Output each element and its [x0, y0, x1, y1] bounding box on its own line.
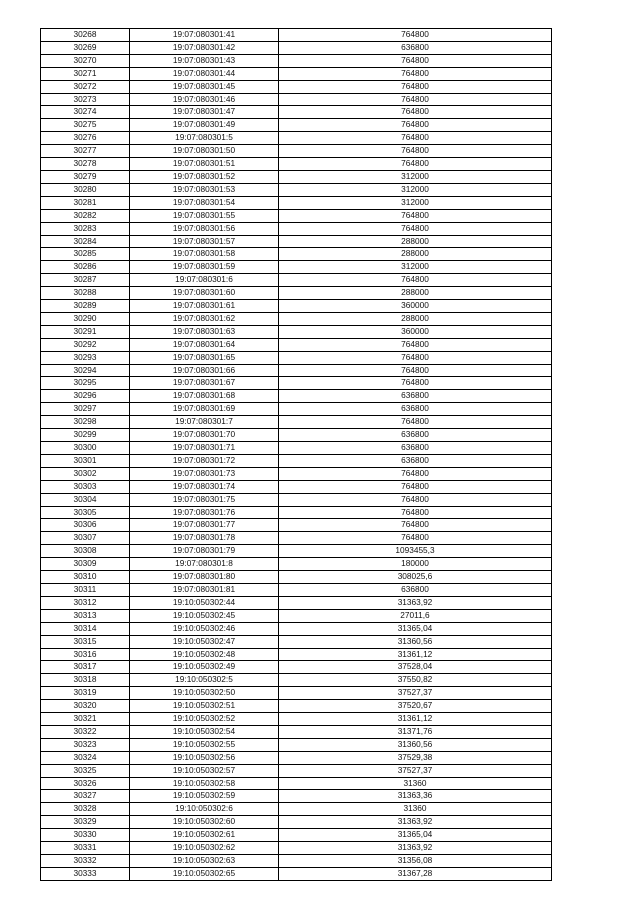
- value-cell: 764800: [279, 209, 552, 222]
- row-number-cell: 30305: [41, 506, 130, 519]
- cadastral-number-cell: 19:07:080301:70: [130, 429, 279, 442]
- cadastral-number-cell: 19:07:080301:63: [130, 325, 279, 338]
- cadastral-number-cell: 19:07:080301:53: [130, 183, 279, 196]
- cadastral-number-cell: 19:10:050302:62: [130, 842, 279, 855]
- table-row: [41, 622, 552, 635]
- table-row: [41, 170, 552, 183]
- table-row: [41, 558, 552, 571]
- value-cell: 288000: [279, 235, 552, 248]
- row-number-cell: 30310: [41, 571, 130, 584]
- table-row: [41, 132, 552, 145]
- row-number-cell: 30332: [41, 855, 130, 868]
- table-row: [41, 454, 552, 467]
- row-number-cell: 30321: [41, 713, 130, 726]
- value-cell: 37520,67: [279, 700, 552, 713]
- row-number-cell: 30306: [41, 519, 130, 532]
- table-row: [41, 377, 552, 390]
- cadastral-number-cell: 19:07:080301:47: [130, 106, 279, 119]
- cadastral-number-cell: 19:07:080301:7: [130, 416, 279, 429]
- row-number-cell: 30295: [41, 377, 130, 390]
- cadastral-number-cell: 19:07:080301:62: [130, 312, 279, 325]
- value-cell: 288000: [279, 312, 552, 325]
- value-cell: 764800: [279, 106, 552, 119]
- row-number-cell: 30293: [41, 351, 130, 364]
- value-cell: 37550,82: [279, 674, 552, 687]
- value-cell: 764800: [279, 493, 552, 506]
- cadastral-number-cell: 19:07:080301:73: [130, 467, 279, 480]
- table-row: [41, 403, 552, 416]
- table-row: [41, 325, 552, 338]
- table-row: [41, 158, 552, 171]
- table-row: [41, 867, 552, 880]
- value-cell: 764800: [279, 480, 552, 493]
- table-row: [41, 300, 552, 313]
- cadastral-number-cell: 19:07:080301:72: [130, 454, 279, 467]
- value-cell: 764800: [279, 351, 552, 364]
- table-row: [41, 54, 552, 67]
- cadastral-number-cell: 19:07:080301:58: [130, 248, 279, 261]
- row-number-cell: 30313: [41, 609, 130, 622]
- table-row: [41, 596, 552, 609]
- value-cell: 764800: [279, 145, 552, 158]
- row-number-cell: 30275: [41, 119, 130, 132]
- value-cell: 764800: [279, 377, 552, 390]
- data-table: [40, 28, 552, 881]
- cadastral-number-cell: 19:10:050302:55: [130, 738, 279, 751]
- cadastral-number-cell: 19:10:050302:63: [130, 855, 279, 868]
- row-number-cell: 30323: [41, 738, 130, 751]
- value-cell: 312000: [279, 170, 552, 183]
- row-number-cell: 30303: [41, 480, 130, 493]
- cadastral-number-cell: 19:07:080301:55: [130, 209, 279, 222]
- row-number-cell: 30274: [41, 106, 130, 119]
- table-row: [41, 222, 552, 235]
- row-number-cell: 30319: [41, 687, 130, 700]
- cadastral-number-cell: 19:07:080301:52: [130, 170, 279, 183]
- row-number-cell: 30270: [41, 54, 130, 67]
- table-row: [41, 816, 552, 829]
- value-cell: 360000: [279, 325, 552, 338]
- table-row: [41, 493, 552, 506]
- row-number-cell: 30269: [41, 41, 130, 54]
- table-row: [41, 842, 552, 855]
- value-cell: 27011,6: [279, 609, 552, 622]
- row-number-cell: 30268: [41, 29, 130, 42]
- cadastral-number-cell: 19:10:050302:5: [130, 674, 279, 687]
- cadastral-number-cell: 19:07:080301:8: [130, 558, 279, 571]
- table-row: [41, 312, 552, 325]
- table-row: [41, 390, 552, 403]
- row-number-cell: 30278: [41, 158, 130, 171]
- value-cell: 31363,92: [279, 816, 552, 829]
- value-cell: 636800: [279, 41, 552, 54]
- cadastral-number-cell: 19:07:080301:64: [130, 338, 279, 351]
- row-number-cell: 30329: [41, 816, 130, 829]
- value-cell: 31371,76: [279, 725, 552, 738]
- row-number-cell: 30325: [41, 764, 130, 777]
- value-cell: 31360,56: [279, 738, 552, 751]
- table-row: [41, 571, 552, 584]
- cadastral-number-cell: 19:07:080301:79: [130, 545, 279, 558]
- cadastral-number-cell: 19:07:080301:80: [130, 571, 279, 584]
- table-row: [41, 93, 552, 106]
- table-row: [41, 364, 552, 377]
- table-row: [41, 506, 552, 519]
- row-number-cell: 30304: [41, 493, 130, 506]
- table-row: [41, 635, 552, 648]
- table-row: [41, 196, 552, 209]
- value-cell: 764800: [279, 274, 552, 287]
- cadastral-number-cell: 19:10:050302:52: [130, 713, 279, 726]
- value-cell: 764800: [279, 67, 552, 80]
- row-number-cell: 30298: [41, 416, 130, 429]
- row-number-cell: 30287: [41, 274, 130, 287]
- value-cell: 764800: [279, 222, 552, 235]
- row-number-cell: 30309: [41, 558, 130, 571]
- table-row: [41, 725, 552, 738]
- value-cell: 31356,08: [279, 855, 552, 868]
- table-row: [41, 713, 552, 726]
- table-row: [41, 261, 552, 274]
- value-cell: 312000: [279, 261, 552, 274]
- cadastral-number-cell: 19:07:080301:67: [130, 377, 279, 390]
- cadastral-number-cell: 19:07:080301:57: [130, 235, 279, 248]
- table-body: [41, 29, 552, 881]
- table-row: [41, 274, 552, 287]
- value-cell: 764800: [279, 93, 552, 106]
- value-cell: 764800: [279, 416, 552, 429]
- cadastral-number-cell: 19:07:080301:44: [130, 67, 279, 80]
- row-number-cell: 30290: [41, 312, 130, 325]
- value-cell: 288000: [279, 248, 552, 261]
- cadastral-number-cell: 19:07:080301:69: [130, 403, 279, 416]
- value-cell: 31363,36: [279, 790, 552, 803]
- row-number-cell: 30283: [41, 222, 130, 235]
- table-row: [41, 235, 552, 248]
- cadastral-number-cell: 19:10:050302:46: [130, 622, 279, 635]
- row-number-cell: 30326: [41, 777, 130, 790]
- row-number-cell: 30302: [41, 467, 130, 480]
- row-number-cell: 30324: [41, 751, 130, 764]
- cadastral-number-cell: 19:07:080301:54: [130, 196, 279, 209]
- row-number-cell: 30288: [41, 287, 130, 300]
- row-number-cell: 30285: [41, 248, 130, 261]
- cadastral-number-cell: 19:07:080301:42: [130, 41, 279, 54]
- value-cell: 31363,92: [279, 842, 552, 855]
- value-cell: 636800: [279, 403, 552, 416]
- value-cell: 180000: [279, 558, 552, 571]
- table-row: [41, 287, 552, 300]
- row-number-cell: 30284: [41, 235, 130, 248]
- cadastral-number-cell: 19:10:050302:51: [130, 700, 279, 713]
- row-number-cell: 30272: [41, 80, 130, 93]
- table-row: [41, 209, 552, 222]
- cadastral-number-cell: 19:07:080301:46: [130, 93, 279, 106]
- value-cell: 636800: [279, 390, 552, 403]
- value-cell: 764800: [279, 54, 552, 67]
- cadastral-number-cell: 19:07:080301:41: [130, 29, 279, 42]
- table-row: [41, 751, 552, 764]
- row-number-cell: 30273: [41, 93, 130, 106]
- table-row: [41, 855, 552, 868]
- table-row: [41, 429, 552, 442]
- value-cell: 764800: [279, 119, 552, 132]
- table-row: [41, 41, 552, 54]
- value-cell: 37527,37: [279, 764, 552, 777]
- table-row: [41, 532, 552, 545]
- cadastral-number-cell: 19:07:080301:71: [130, 442, 279, 455]
- row-number-cell: 30277: [41, 145, 130, 158]
- cadastral-number-cell: 19:10:050302:59: [130, 790, 279, 803]
- value-cell: 636800: [279, 583, 552, 596]
- table-row: [41, 106, 552, 119]
- cadastral-number-cell: 19:07:080301:68: [130, 390, 279, 403]
- cadastral-number-cell: 19:07:080301:78: [130, 532, 279, 545]
- value-cell: 1093455,3: [279, 545, 552, 558]
- cadastral-number-cell: 19:07:080301:49: [130, 119, 279, 132]
- cadastral-number-cell: 19:07:080301:43: [130, 54, 279, 67]
- row-number-cell: 30301: [41, 454, 130, 467]
- cadastral-number-cell: 19:07:080301:56: [130, 222, 279, 235]
- cadastral-number-cell: 19:07:080301:81: [130, 583, 279, 596]
- row-number-cell: 30294: [41, 364, 130, 377]
- cadastral-number-cell: 19:10:050302:61: [130, 829, 279, 842]
- row-number-cell: 30314: [41, 622, 130, 635]
- cadastral-number-cell: 19:10:050302:47: [130, 635, 279, 648]
- table-row: [41, 661, 552, 674]
- table-row: [41, 829, 552, 842]
- row-number-cell: 30271: [41, 67, 130, 80]
- value-cell: 31360,56: [279, 635, 552, 648]
- table-row: [41, 519, 552, 532]
- row-number-cell: 30286: [41, 261, 130, 274]
- cadastral-number-cell: 19:10:050302:44: [130, 596, 279, 609]
- row-number-cell: 30282: [41, 209, 130, 222]
- table-row: [41, 545, 552, 558]
- row-number-cell: 30322: [41, 725, 130, 738]
- cadastral-number-cell: 19:07:080301:59: [130, 261, 279, 274]
- row-number-cell: 30317: [41, 661, 130, 674]
- value-cell: 764800: [279, 519, 552, 532]
- row-number-cell: 30318: [41, 674, 130, 687]
- value-cell: 31365,04: [279, 622, 552, 635]
- row-number-cell: 30311: [41, 583, 130, 596]
- table-row: [41, 67, 552, 80]
- cadastral-number-cell: 19:07:080301:66: [130, 364, 279, 377]
- row-number-cell: 30280: [41, 183, 130, 196]
- value-cell: 764800: [279, 364, 552, 377]
- cadastral-number-cell: 19:10:050302:6: [130, 803, 279, 816]
- row-number-cell: 30297: [41, 403, 130, 416]
- value-cell: 31367,28: [279, 867, 552, 880]
- cadastral-number-cell: 19:07:080301:45: [130, 80, 279, 93]
- cadastral-number-cell: 19:07:080301:5: [130, 132, 279, 145]
- cadastral-number-cell: 19:07:080301:75: [130, 493, 279, 506]
- table-row: [41, 609, 552, 622]
- value-cell: 360000: [279, 300, 552, 313]
- cadastral-number-cell: 19:10:050302:60: [130, 816, 279, 829]
- row-number-cell: 30299: [41, 429, 130, 442]
- value-cell: 764800: [279, 506, 552, 519]
- cadastral-number-cell: 19:07:080301:76: [130, 506, 279, 519]
- cadastral-number-cell: 19:07:080301:6: [130, 274, 279, 287]
- value-cell: 31361,12: [279, 648, 552, 661]
- row-number-cell: 30289: [41, 300, 130, 313]
- table-row: [41, 738, 552, 751]
- value-cell: 37527,37: [279, 687, 552, 700]
- value-cell: 764800: [279, 338, 552, 351]
- row-number-cell: 30328: [41, 803, 130, 816]
- cadastral-number-cell: 19:07:080301:74: [130, 480, 279, 493]
- row-number-cell: 30300: [41, 442, 130, 455]
- table-row: [41, 416, 552, 429]
- cadastral-number-cell: 19:10:050302:56: [130, 751, 279, 764]
- value-cell: 288000: [279, 287, 552, 300]
- cadastral-number-cell: 19:07:080301:51: [130, 158, 279, 171]
- row-number-cell: 30308: [41, 545, 130, 558]
- value-cell: 764800: [279, 532, 552, 545]
- cadastral-number-cell: 19:07:080301:65: [130, 351, 279, 364]
- row-number-cell: 30320: [41, 700, 130, 713]
- row-number-cell: 30291: [41, 325, 130, 338]
- value-cell: 31361,12: [279, 713, 552, 726]
- table-row: [41, 764, 552, 777]
- row-number-cell: 30327: [41, 790, 130, 803]
- row-number-cell: 30279: [41, 170, 130, 183]
- row-number-cell: 30315: [41, 635, 130, 648]
- value-cell: 636800: [279, 429, 552, 442]
- cadastral-number-cell: 19:07:080301:50: [130, 145, 279, 158]
- value-cell: 764800: [279, 467, 552, 480]
- value-cell: 31360: [279, 803, 552, 816]
- value-cell: 31363,92: [279, 596, 552, 609]
- value-cell: 764800: [279, 132, 552, 145]
- table-row: [41, 467, 552, 480]
- cadastral-number-cell: 19:07:080301:61: [130, 300, 279, 313]
- cadastral-number-cell: 19:10:050302:57: [130, 764, 279, 777]
- value-cell: 764800: [279, 80, 552, 93]
- cadastral-number-cell: 19:10:050302:48: [130, 648, 279, 661]
- table-row: [41, 351, 552, 364]
- table-row: [41, 442, 552, 455]
- table-row: [41, 648, 552, 661]
- value-cell: 312000: [279, 183, 552, 196]
- table-row: [41, 803, 552, 816]
- table-row: [41, 700, 552, 713]
- cadastral-number-cell: 19:07:080301:60: [130, 287, 279, 300]
- table-row: [41, 790, 552, 803]
- table-row: [41, 29, 552, 42]
- cadastral-number-cell: 19:10:050302:50: [130, 687, 279, 700]
- table-row: [41, 687, 552, 700]
- row-number-cell: 30312: [41, 596, 130, 609]
- value-cell: 31360: [279, 777, 552, 790]
- row-number-cell: 30276: [41, 132, 130, 145]
- value-cell: 764800: [279, 158, 552, 171]
- row-number-cell: 30281: [41, 196, 130, 209]
- cadastral-number-cell: 19:07:080301:77: [130, 519, 279, 532]
- table-row: [41, 119, 552, 132]
- table-row: [41, 248, 552, 261]
- row-number-cell: 30331: [41, 842, 130, 855]
- table-row: [41, 674, 552, 687]
- row-number-cell: 30307: [41, 532, 130, 545]
- table-row: [41, 145, 552, 158]
- value-cell: 764800: [279, 29, 552, 42]
- value-cell: 31365,04: [279, 829, 552, 842]
- row-number-cell: 30333: [41, 867, 130, 880]
- cadastral-number-cell: 19:10:050302:49: [130, 661, 279, 674]
- cadastral-number-cell: 19:10:050302:54: [130, 725, 279, 738]
- table-row: [41, 338, 552, 351]
- cadastral-number-cell: 19:10:050302:65: [130, 867, 279, 880]
- value-cell: 37529,38: [279, 751, 552, 764]
- value-cell: 312000: [279, 196, 552, 209]
- table-row: [41, 777, 552, 790]
- cadastral-number-cell: 19:10:050302:45: [130, 609, 279, 622]
- cadastral-number-cell: 19:10:050302:58: [130, 777, 279, 790]
- value-cell: 636800: [279, 442, 552, 455]
- row-number-cell: 30316: [41, 648, 130, 661]
- value-cell: 636800: [279, 454, 552, 467]
- table-row: [41, 583, 552, 596]
- table-row: [41, 480, 552, 493]
- table-row: [41, 80, 552, 93]
- row-number-cell: 30330: [41, 829, 130, 842]
- row-number-cell: 30296: [41, 390, 130, 403]
- value-cell: 37528,04: [279, 661, 552, 674]
- value-cell: 308025,6: [279, 571, 552, 584]
- row-number-cell: 30292: [41, 338, 130, 351]
- table-row: [41, 183, 552, 196]
